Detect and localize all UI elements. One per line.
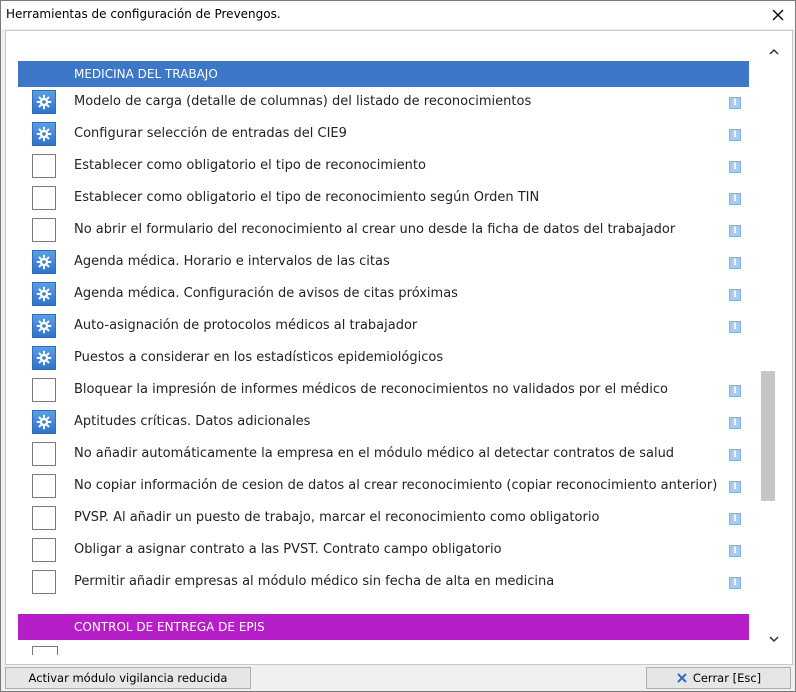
option-row[interactable] [18, 503, 749, 535]
info-icon[interactable]: i [729, 417, 741, 429]
option-checkbox[interactable] [32, 506, 56, 530]
info-icon[interactable]: i [729, 545, 741, 557]
gear-icon [36, 318, 52, 334]
scroll-down-button[interactable] [766, 631, 782, 647]
option-checkbox[interactable] [32, 378, 56, 402]
gear-icon [36, 286, 52, 302]
option-row[interactable] [18, 311, 749, 343]
option-row[interactable] [18, 183, 749, 215]
configure-button[interactable] [32, 250, 56, 274]
title-bar [1, 1, 795, 29]
option-label: No añadir automáticamente la empresa en el módulo médico al detectar contratos de salud [74, 446, 675, 461]
gear-icon [36, 414, 52, 430]
option-checkbox[interactable] [32, 538, 56, 562]
option-label: Modelo de carga (detalle de columnas) del listado de reconocimientos [74, 94, 532, 109]
option-checkbox[interactable] [32, 186, 56, 210]
vertical-scrollbar[interactable] [758, 31, 791, 664]
option-label: Configurar selección de entradas del CIE9 [74, 126, 347, 141]
gear-icon [36, 94, 52, 110]
option-row[interactable] [18, 535, 749, 567]
option-row[interactable] [18, 151, 749, 183]
partial-checkbox [32, 646, 58, 655]
close-icon [772, 9, 784, 21]
option-label: Agenda médica. Configuración de avisos de citas próximas [74, 286, 458, 301]
close-x-icon [676, 672, 688, 684]
option-checkbox[interactable] [32, 154, 56, 178]
chevron-down-icon [769, 636, 779, 643]
info-icon[interactable]: i [729, 257, 741, 269]
option-row[interactable] [18, 567, 749, 599]
option-label: No copiar información de cesion de datos al crear reconocimiento (copiar reconocimiento anterior) [74, 478, 718, 493]
info-icon[interactable]: i [729, 481, 741, 493]
option-label: PVSP. Al añadir un puesto de trabajo, marcar el reconocimiento como obligatorio [74, 510, 600, 525]
info-icon[interactable]: i [729, 129, 741, 141]
section-label-medicina: MEDICINA DEL TRABAJO [74, 67, 218, 81]
close-button-label: Cerrar [Esc] [692, 671, 762, 685]
info-icon[interactable]: i [729, 321, 741, 333]
option-label: No abrir el formulario del reconocimiento al crear uno desde la ficha de datos del trabajador [74, 222, 676, 237]
option-label: Obligar a asignar contrato a las PVST. Contrato campo obligatorio [74, 542, 502, 557]
option-row[interactable] [18, 279, 749, 311]
info-icon[interactable]: i [729, 513, 741, 525]
gear-icon [36, 126, 52, 142]
info-icon[interactable]: i [729, 449, 741, 461]
section-header-medicina [18, 61, 749, 87]
activate-reduced-surveillance-button[interactable] [5, 667, 251, 689]
option-row[interactable] [18, 471, 749, 503]
option-label: Establecer como obligatorio el tipo de reconocimiento según Orden TIN [74, 190, 540, 205]
option-checkbox[interactable] [32, 474, 56, 498]
option-row[interactable] [18, 439, 749, 471]
configure-button[interactable] [32, 122, 56, 146]
scrollbar-thumb[interactable] [761, 371, 775, 501]
gear-icon [36, 350, 52, 366]
close-window-button[interactable] [761, 1, 795, 29]
option-label: Agenda médica. Horario e intervalos de las citas [74, 254, 390, 269]
scroll-up-button[interactable] [766, 43, 782, 59]
option-row[interactable] [18, 87, 749, 119]
section-header-epis [18, 614, 749, 640]
section-label-epis: CONTROL DE ENTREGA DE EPIS [74, 620, 265, 634]
window-title: Herramientas de configuración de Prevengos. [6, 7, 281, 21]
option-row[interactable] [18, 407, 749, 439]
info-icon[interactable]: i [729, 97, 741, 109]
configure-button[interactable] [32, 410, 56, 434]
info-icon[interactable]: i [729, 225, 741, 237]
option-label: Permitir añadir empresas al módulo médico sin fecha de alta en medicina [74, 574, 555, 589]
option-checkbox[interactable] [32, 570, 56, 594]
option-label: Auto-asignación de protocolos médicos al trabajador [74, 318, 418, 333]
info-icon[interactable]: i [729, 193, 741, 205]
configure-button[interactable] [32, 90, 56, 114]
info-icon[interactable]: i [729, 385, 741, 397]
option-row[interactable] [18, 119, 749, 151]
gear-icon [36, 254, 52, 270]
info-icon[interactable]: i [729, 161, 741, 173]
options-list[interactable] [5, 30, 793, 665]
configure-button[interactable] [32, 314, 56, 338]
option-checkbox[interactable] [32, 442, 56, 466]
configure-button[interactable] [32, 346, 56, 370]
option-label: Aptitudes críticas. Datos adicionales [74, 414, 311, 429]
option-label: Establecer como obligatorio el tipo de reconocimiento [74, 158, 426, 173]
option-row[interactable] [18, 343, 749, 375]
close-button[interactable] [646, 667, 791, 689]
info-icon[interactable]: i [729, 577, 741, 589]
info-icon[interactable]: i [729, 289, 741, 301]
activate-reduced-surveillance-label: Activar módulo vigilancia reducida [28, 671, 228, 685]
configure-button[interactable] [32, 282, 56, 306]
option-row[interactable] [18, 375, 749, 407]
option-checkbox[interactable] [32, 218, 56, 242]
option-row[interactable] [18, 215, 749, 247]
option-label: Bloquear la impresión de informes médicos de reconocimientos no validados por el médico [74, 382, 668, 397]
option-label: Puestos a considerar en los estadísticos epidemiológicos [74, 350, 444, 365]
option-row[interactable] [18, 247, 749, 279]
chevron-up-icon [769, 48, 779, 55]
